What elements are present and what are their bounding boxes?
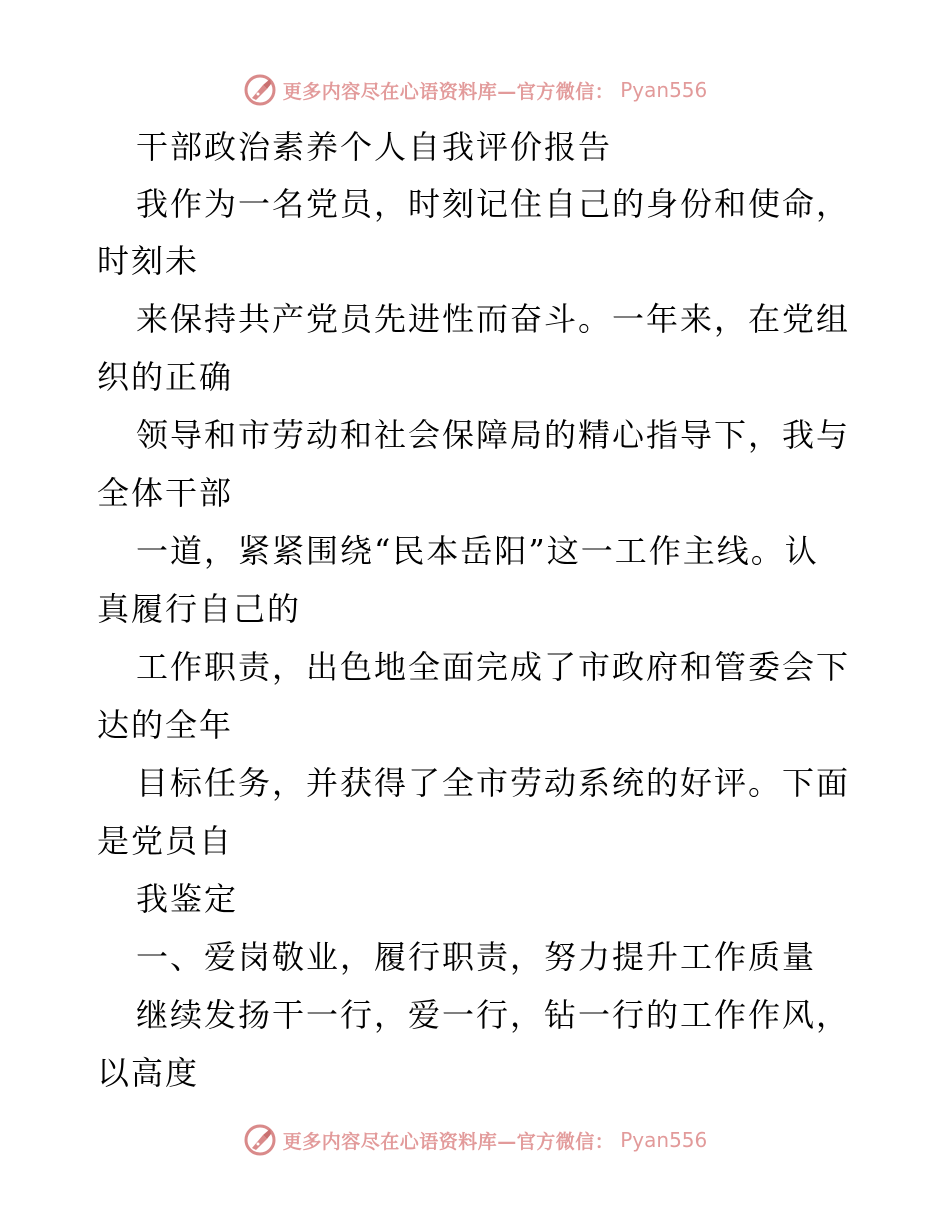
paragraph-line: 真履行自己的	[97, 590, 302, 628]
paragraph-line: 领导和市劳动和社会保障局的精心指导下，我与	[136, 416, 851, 454]
paragraph-line: 目标任务，并获得了全市劳动系统的好评。下面	[136, 764, 851, 802]
watermark-text: 更多内容尽在心语资料库—官方微信：	[282, 1130, 615, 1153]
paragraph-line: 以高度	[97, 1054, 200, 1092]
header-watermark	[0, 70, 950, 110]
footer-watermark	[0, 1120, 950, 1160]
paragraph-line: 时刻未	[97, 242, 200, 280]
pen-nib-logo-icon	[243, 73, 277, 107]
paragraph-line: 来保持共产党员先进性而奋斗。一年来，在党组	[136, 300, 851, 338]
watermark-wechat-id: Pyan556	[620, 78, 708, 102]
pen-nib-logo-icon	[243, 1123, 277, 1157]
section-heading: 一、爱岗敬业，履行职责，努力提升工作质量	[136, 938, 817, 976]
document-title: 干部政治素养个人自我评价报告	[136, 128, 613, 166]
paragraph-line: 达的全年	[97, 706, 234, 744]
paragraph-line: 工作职责，出色地全面完成了市政府和管委会下	[136, 648, 851, 686]
watermark-text: 更多内容尽在心语资料库—官方微信：	[282, 80, 615, 103]
paragraph-line: 我鉴定	[136, 880, 239, 918]
paragraph-line: 织的正确	[97, 358, 234, 396]
paragraph-line: 全体干部	[97, 474, 234, 512]
paragraph-line: 一道，紧紧围绕“民本岳阳”这一工作主线。认	[136, 532, 819, 570]
watermark-wechat-id: Pyan556	[620, 1128, 708, 1152]
paragraph-line: 继续发扬干一行，爱一行，钻一行的工作作风，	[136, 996, 851, 1034]
paragraph-line: 是党员自	[97, 822, 234, 860]
paragraph-line: 我作为一名党员，时刻记住自己的身份和使命，	[136, 185, 851, 223]
